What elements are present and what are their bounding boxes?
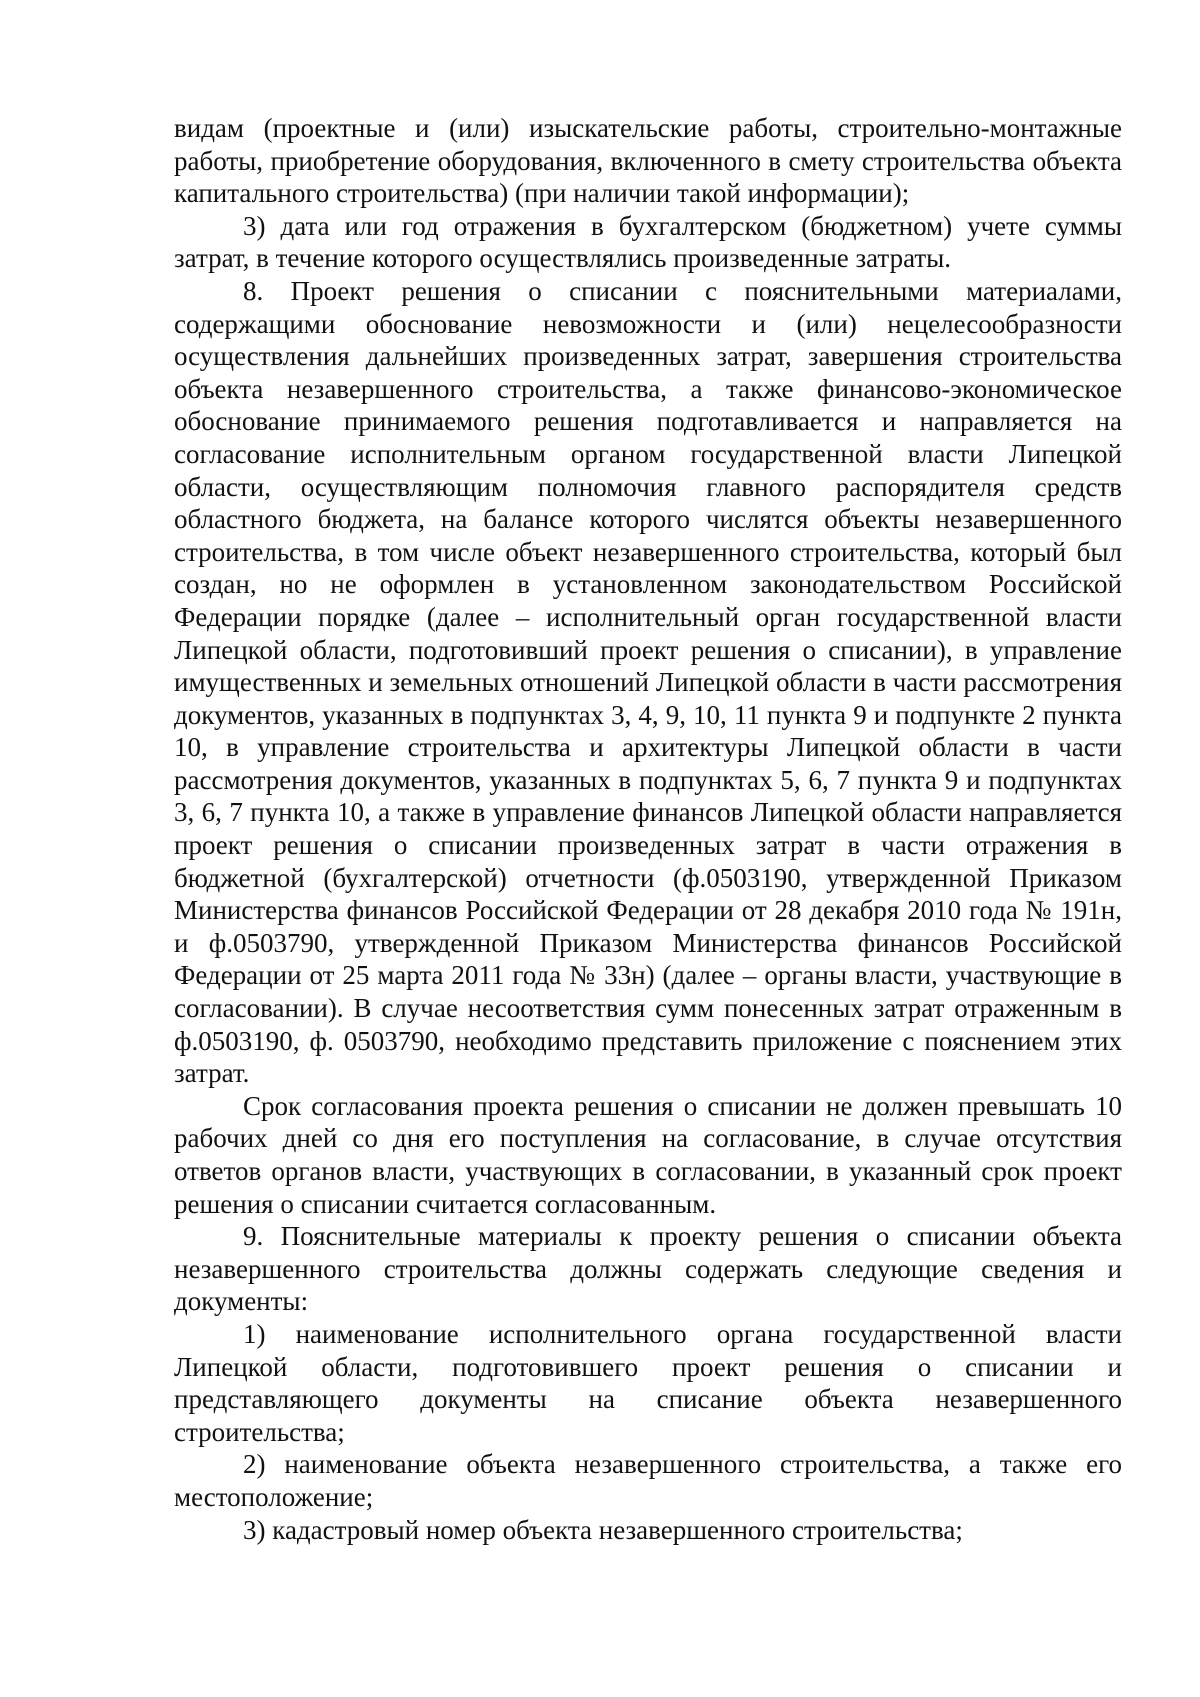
paragraph-work-types-continuation: видам (проектные и (или) изыскательские работы, строительно-монтажные работы, приобретение оборудования, включенного в смету строительства объекта капитального строительства) (при наличии такой информации); — [174, 113, 1122, 209]
paragraph-item-3-cadastral-number: 3) кадастровый номер объекта незавершенного строительства; — [243, 1514, 963, 1545]
paragraph-section-8: 8. Проект решения о списании с пояснительными материалами, содержащими обоснование невозможности и (или) нецелесообразности осуществления дальнейших произведенных затрат, завершения строительства объекта незавершенного строительства, а также финансово-экономическое обоснование принимаемого решения подготавливается и направляется на согласование исполнительным органом государственной власти Липецкой области, осуществляющим полномочия главного распорядителя средств областного бюджета, на балансе которого числятся объекты незавершенного строительства, в том числе объект незавершенного строительства, который был создан, но не оформлен в установленном законодательством Российской Федерации порядке (далее – исполнительный орган государственной власти Липецкой области, подготовивший проект решения о списании), в управление имущественных и земельных отношений Липецкой области в части рассмотрения документов, указанных в подпунктах 3, 4, 9, 10, 11 пункта 9 и подпункте 2 пункта 10, в управление строительства и архитектуры Липецкой области в части рассмотрения документов, указанных в подпунктах 5, 6, 7 пункта 9 и подпунктах 3, 6, 7 пункта 10, а также в управление финансов Липецкой области направляется проект решения о списании произведенных затрат в части отражения в бюджетной (бухгалтерской) отчетности (ф.0503190, утвержденной Приказом Министерства финансов Российской Федерации от 28 декабря 2010 года № 191н, и ф.0503790, утвержденной Приказом Министерства финансов Российской Федерации от 25 марта 2011 года № 33н) (далее – органы власти, участвующие в согласовании). В случае несоответствия сумм понесенных затрат отраженным в ф.0503190, ф. 0503790, необходимо представить приложение с пояснением этих затрат. — [174, 275, 1122, 1089]
document-body — [174, 112, 1122, 1546]
paragraph-item-1-executive-body: 1) наименование исполнительного органа государственной власти Липецкой области, подготовившего проект решения о списании и представляющего документы на списание объекта незавершенного строительства; — [174, 1318, 1122, 1447]
paragraph-section-9: 9. Пояснительные материалы к проекту решения о списании объекта незавершенного строительства должны содержать следующие сведения и документы: — [174, 1221, 1122, 1317]
paragraph-item-3-accounting-date: 3) дата или год отражения в бухгалтерском (бюджетном) учете суммы затрат, в течение которого осуществлялись произведенные затраты. — [174, 210, 1122, 274]
paragraph-approval-deadline: Срок согласования проекта решения о списании не должен превышать 10 рабочих дней со дня его поступления на согласование, в случае отсутствия ответов органов власти, участвующих в согласовании, в указанный срок проект решения о списании считается согласованным. — [174, 1090, 1122, 1219]
paragraph-item-2-object-name: 2) наименование объекта незавершенного строительства, а также его местоположение; — [174, 1449, 1122, 1512]
